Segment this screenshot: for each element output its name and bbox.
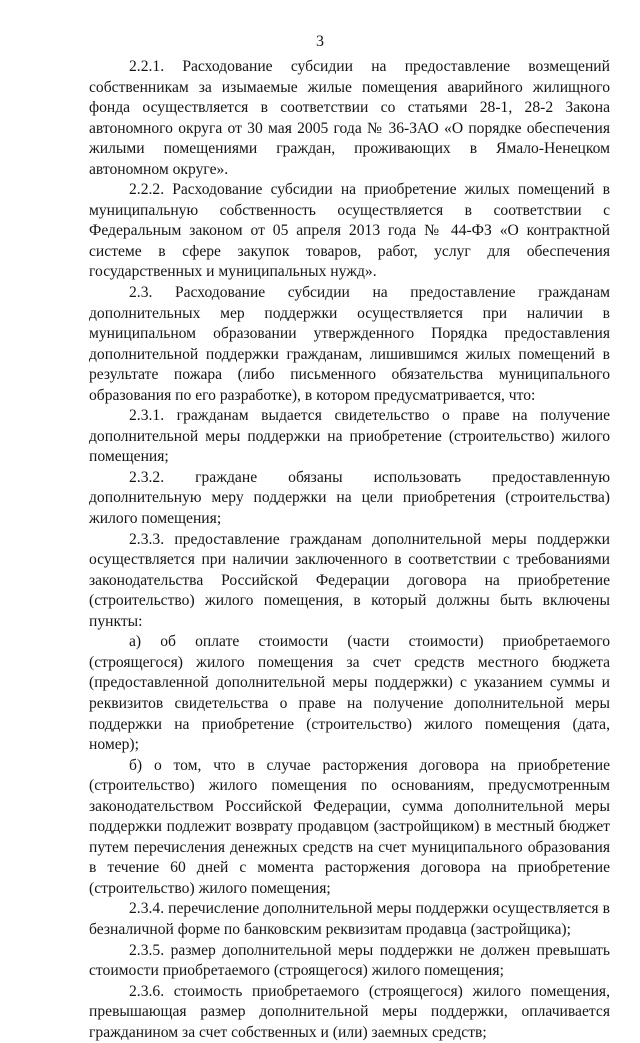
paragraph-2-3: 2.3. Расходование субсидии на предоставление гражданам дополнительных мер поддержки осуществляется при наличии в муниципальном образовании утвержденного Порядка предоставления дополнительной поддержки гражданам, лишившимся жилых помещений в результате пожара (либо письменного обязательства муниципального образования по его разработке), в котором предусматривается, что:	[89, 284, 610, 404]
document-body	[89, 57, 610, 1043]
paragraph-2-2-2: 2.2.2. Расходование субсидии на приобретение жилых помещений в муниципальную собственность осуществляется в соответствии с Федеральным законом от 05 апреля 2013 года № 44-ФЗ «О контрактной системе в сфере закупок товаров, работ, услуг для обеспечения государственных и муниципальных нужд».	[89, 181, 610, 281]
paragraph-2-3-1: 2.3.1. гражданам выдается свидетельство о праве на получение дополнительной меры поддержки на приобретение (строительство) жилого помещения;	[89, 407, 610, 466]
page-number: 3	[316, 33, 324, 50]
paragraph-2-2-1: 2.2.1. Расходование субсидии на предоставление возмещений собственникам за изымаемые жилые помещения аварийного жилищного фонда осуществляется в соответствии со статьями 28-1, 28-2 Закона автономного округа от 30 мая 2005 года № 36-ЗАО «О порядке обеспечения жилыми помещениями граждан, проживающих в Ямало-Ненецком автономном округе».	[89, 58, 610, 178]
paragraph-item-b: б) о том, что в случае расторжения договора на приобретение (строительство) жилого помещения по основаниям, предусмотренным законодательством Российской Федерации, сумма дополнительной меры поддержки подлежит возврату продавцом (застройщиком) в местный бюджет путем перечисления денежных средств на счет муниципального образования в течение 60 дней с момента расторжения договора на приобретение (строительство) жилого помещения;	[89, 756, 610, 897]
paragraph-2-3-5: 2.3.5. размер дополнительной меры поддержки не должен превышать стоимости приобретаемого (строящегося) жилого помещения;	[89, 941, 610, 980]
paragraph-2-3-4: 2.3.4. перечисление дополнительной меры поддержки осуществляется в безналичной форме по банковским реквизитам продавца (застройщика);	[89, 900, 610, 938]
paragraph-2-3-3: 2.3.3. предоставление гражданам дополнительной меры поддержки осуществляется при наличии заключенного в соответствии с требованиями законодательства Российской Федерации договора на приобретение (строительство) жилого помещения, в который должны быть включены пункты:	[89, 530, 610, 630]
paragraph-2-3-6: 2.3.6. стоимость приобретаемого (строящегося) жилого помещения, превышающая размер дополнительной меры поддержки, оплачивается гражданином за счет собственных и (или) заемных средств;	[89, 982, 610, 1041]
paragraph-item-a: а) об оплате стоимости (части стоимости) приобретаемого (строящегося) жилого помещения за счет средств местного бюджета (предоставленной дополнительной меры поддержки) с указанием суммы и реквизитов свидетельства о праве на получение дополнительной меры поддержки на приобретение (строительство) жилого помещения (дата, номер);	[89, 633, 610, 754]
paragraph-2-3-2: 2.3.2. граждане обязаны использовать предоставленную дополнительную меру поддержки на цели приобретения (строительства) жилого помещения;	[89, 468, 610, 528]
